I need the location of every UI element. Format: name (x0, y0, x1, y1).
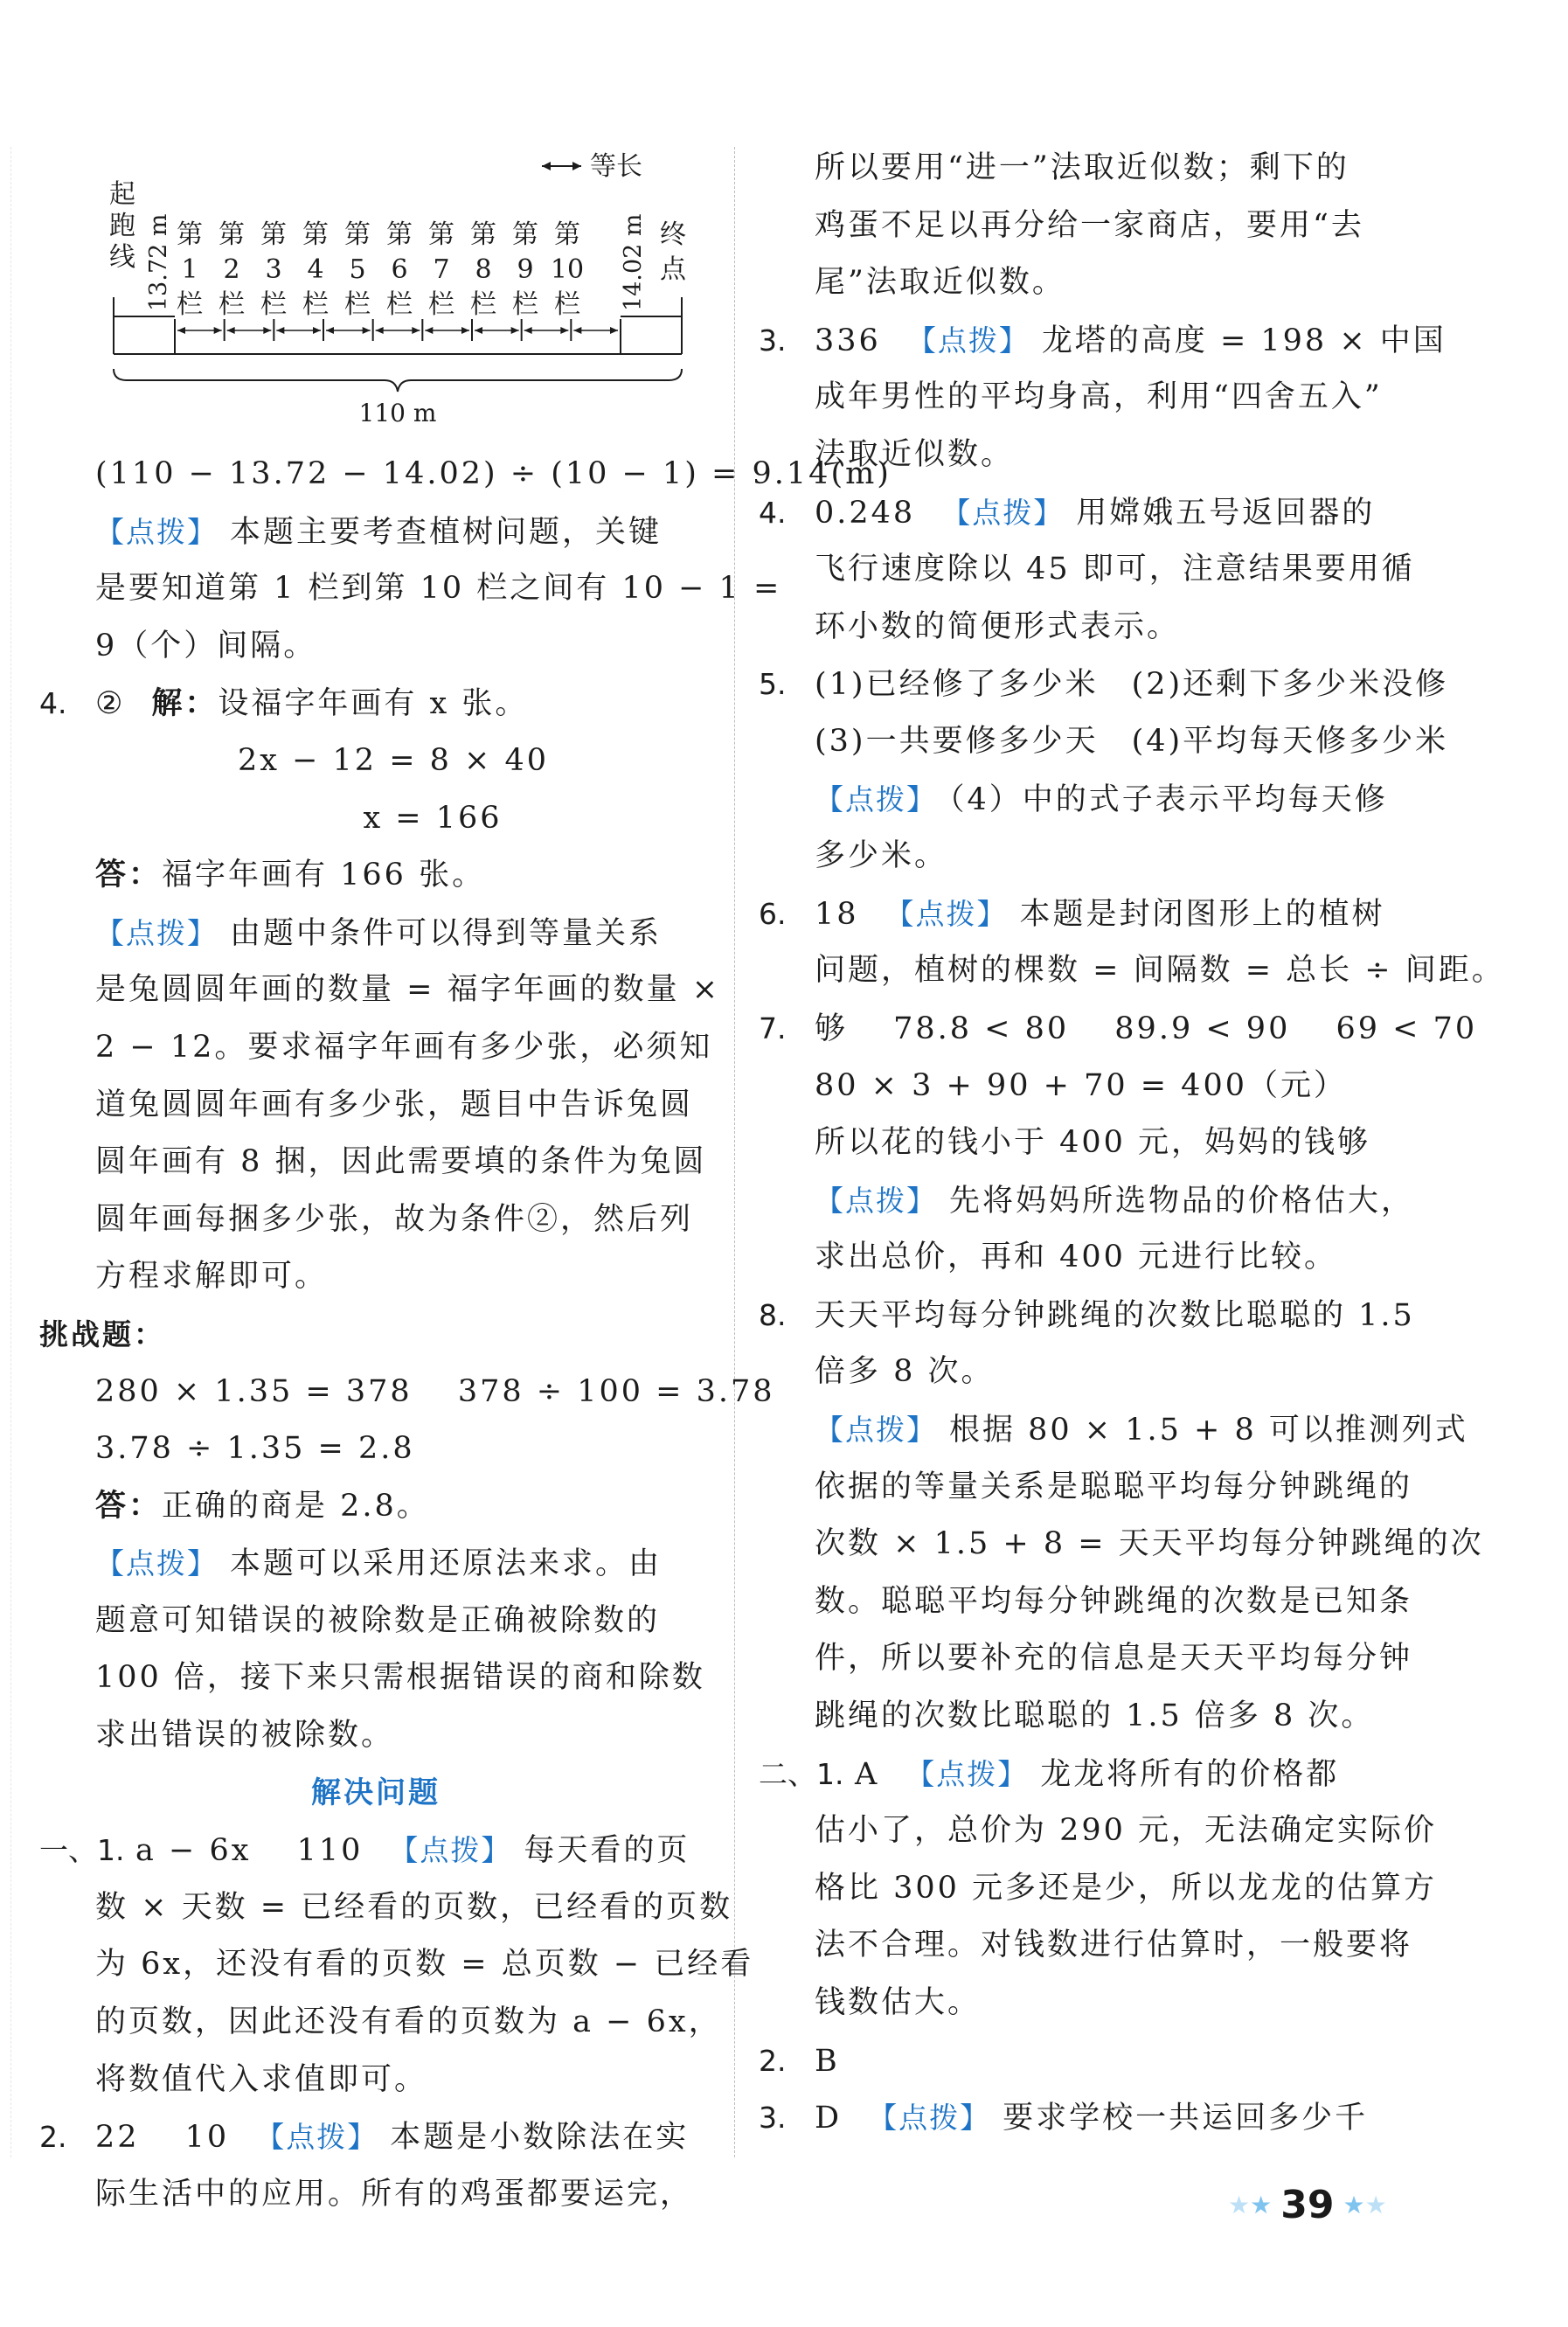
hurdle-8-num: 8 (475, 254, 492, 285)
hurdle-4 (302, 219, 329, 320)
s2-tip-line-2: 际生活中的应用。所有的鸡蛋都要运完， (95, 2176, 694, 2212)
hurdle-5-ord: 第 (344, 219, 371, 250)
challenge-tip-line-2: 题意可知错误的被除数是正确被除数的 (95, 1602, 661, 1638)
tip-tag: 【点拨】 (885, 896, 1008, 931)
q4-right-tip-text-1: 用嫦娥五号返回器的 (1076, 495, 1376, 531)
star-icon: ★ (1343, 2190, 1365, 2219)
q3-tip-line-2: 是要知道第 1 栏到第 10 栏之间有 10 − 1 = (95, 571, 782, 607)
star-icon: ★ (1364, 2190, 1387, 2219)
tip-tag: 【点拨】 (95, 514, 218, 549)
q3-tip-text-1: 龙塔的高度 = 198 × 中国 (1041, 323, 1447, 358)
tip-tag: 【点拨】 (95, 1546, 218, 1581)
q4-right-line (759, 484, 1432, 542)
s1-number: 一、1. (39, 1833, 125, 1868)
s2-number: 2. (39, 2120, 67, 2155)
hurdle-8 (470, 219, 496, 320)
q4-text: 设福字年画有 x 张。 (218, 686, 529, 722)
q3-line (759, 312, 1447, 370)
tip-tag: 【点拨】 (255, 2120, 378, 2155)
s1-tip-line-2: 数 × 天数 = 已经看的页数，已经看的页数 (95, 1889, 733, 1925)
continued-line-2: 鸡蛋不足以再分给一家商店，要用“去 (815, 207, 1364, 243)
right-column (759, 140, 1505, 2147)
q7-text-1: 够 78.8 < 80 89.9 < 90 69 < 70 (815, 1011, 1478, 1046)
q4-right-tip-line-2: 飞行速度除以 45 即可，注意结果要用循 (815, 552, 1415, 587)
tip-tag: 【点拨】 (95, 915, 218, 950)
start-label-2: 跑 (109, 211, 135, 241)
p2-3-tip-text: 要求学校一共运回多少千 (1003, 2101, 1369, 2136)
challenge-tip-line-4: 求出错误的被除数。 (95, 1718, 395, 1754)
hurdle-7 (428, 219, 454, 320)
p2-2-number: 2. (759, 2043, 787, 2078)
end-label-2: 点 (660, 254, 686, 285)
hurdle-3 (260, 219, 287, 320)
p2-3-line (759, 2089, 1432, 2147)
q6-answer: 18 (815, 896, 859, 932)
interval-arrow (376, 327, 420, 334)
interval-arrows (175, 319, 621, 341)
hurdle-2-num: 2 (223, 254, 240, 285)
p2-1-tip-line-4: 法不合理。对钱数进行估算时，一般要将 (815, 1928, 1413, 1963)
interval-arrow (425, 327, 469, 334)
hurdle-6 (386, 219, 413, 320)
challenge-answer: 正确的商是 2.8。 (162, 1488, 430, 1524)
q4-answer-line (39, 847, 712, 905)
hurdle-4-unit: 栏 (302, 289, 329, 320)
hurdle-6-ord: 第 (386, 219, 413, 250)
q8-tip-line-3: 次数 × 1.5 + 8 = 天天平均每分钟跳绳的次 (815, 1526, 1484, 1562)
p2-2-line (759, 2032, 1432, 2090)
challenge-title: 挑战题： (39, 1316, 165, 1351)
q4-equation-1: 2x − 12 = 8 × 40 (237, 742, 550, 778)
tip-tag: 【点拨】 (815, 781, 937, 816)
q5-tip-text-1: （4）中的式子表示平均每天修 (949, 781, 1388, 817)
q3-tip-text-1: 本题主要考查植树问题，关键 (230, 514, 663, 550)
hurdle-9 (512, 219, 538, 320)
hurdle-4-ord: 第 (302, 219, 329, 250)
q7-tip-text-1: 先将妈妈所选物品的价格估大， (949, 1183, 1415, 1219)
q4-tip-line-5: 圆年画有 8 捆，因此需要填的条件为兔圆 (95, 1144, 707, 1180)
interval-arrow (475, 327, 519, 334)
total-brace (114, 369, 682, 392)
p2-2-answer: B (815, 2043, 840, 2079)
q8-tip-line-2: 依据的等量关系是聪聪平均每分钟跳绳的 (815, 1469, 1413, 1504)
q6-line (759, 886, 1432, 943)
star-icon: ★ (1250, 2190, 1273, 2219)
hurdle-10-unit: 栏 (554, 289, 580, 320)
challenge-equation-1: 280 × 1.35 = 378 378 ÷ 100 = 3.78 (95, 1373, 775, 1409)
equal-length-label: 等长 (590, 151, 642, 182)
s1-tip-line-3: 为 6x，还没有看的页数 = 总页数 − 已经看 (95, 1947, 754, 1983)
hurdle-5-num: 5 (349, 254, 366, 285)
q3-tip-line-3: 法取近似数。 (815, 436, 1015, 472)
s1-tip-line-4: 的页数，因此还没有看的页数为 a − 6x， (95, 2004, 722, 2040)
interval-arrow (276, 327, 321, 334)
q3-tip-line-3: 9（个）间隔。 (95, 628, 317, 663)
interval-arrow (326, 327, 371, 334)
hurdle-6-num: 6 (391, 254, 408, 285)
end-distance-label: 14.02 m (620, 213, 647, 311)
p2-1-tip-text-1: 龙龙将所有的价格都 (1040, 1756, 1340, 1792)
page-number-text: 39 (1280, 2182, 1335, 2227)
hurdle-2-ord: 第 (219, 219, 245, 250)
hurdle-9-ord: 第 (512, 219, 538, 250)
s1-tip-line-5: 将数值代入求值即可。 (95, 2061, 428, 2097)
q3-answer: 336 (815, 323, 881, 358)
q8-number: 8. (759, 1297, 787, 1332)
q6-tip-line-2: 问题，植树的棵数 = 间隔数 = 总长 ÷ 间距。 (815, 953, 1505, 989)
q5-tip-line-1 (759, 771, 1432, 829)
tip-tag: 【点拨】 (815, 1183, 937, 1218)
q7-line-2: 80 × 3 + 90 + 70 = 400（元） (815, 1067, 1347, 1103)
q8-tip-line-4: 数。聪聪平均每分钟跳绳的次数是已知条 (815, 1583, 1413, 1619)
tip-tag: 【点拨】 (941, 495, 1065, 530)
hurdle-2 (219, 219, 245, 320)
start-label-1: 起 (109, 179, 135, 210)
answer-label: 答： (95, 1488, 163, 1524)
q7-tip-line-1 (759, 1172, 1432, 1230)
end-label-1: 终 (660, 219, 686, 250)
p2-1-line (759, 1746, 1432, 1803)
q6-number: 6. (759, 896, 787, 931)
challenge-tip-line-3: 100 倍，接下来只需根据错误的商和除数 (95, 1660, 705, 1696)
p2-1-number: 二、1. (759, 1756, 844, 1791)
hurdle-3-num: 3 (265, 254, 282, 285)
p2-3-number: 3. (759, 2101, 787, 2136)
s2-line (39, 2108, 712, 2166)
q5-line-1 (759, 656, 1449, 713)
q3-tip-line-2: 成年男性的平均身高，利用“四舍五入” (815, 379, 1383, 415)
q6-tip-text-1: 本题是封闭图形上的植树 (1019, 896, 1385, 932)
hurdle-10-num: 10 (550, 254, 585, 285)
page-number (1228, 2178, 1387, 2231)
q5-text-1: (1)已经修了多少米 (2)还剩下多少米没修 (815, 667, 1449, 703)
answer-label: 答： (95, 858, 163, 893)
q4-right-answer: 0.248 (815, 495, 916, 531)
s1-line (39, 1822, 712, 1879)
p2-1-tip-line-3: 格比 300 元多还是少，所以龙龙的估算方 (815, 1870, 1438, 1906)
interval-arrow (524, 327, 569, 334)
section-title: 解决问题 (311, 1775, 441, 1810)
q4-answer: 福字年画有 166 张。 (162, 858, 486, 893)
challenge-answer-line (39, 1478, 712, 1536)
hurdle-1-num: 1 (181, 254, 198, 285)
q3-tip-line-1 (39, 504, 712, 561)
p2-1-answer: A (855, 1756, 880, 1792)
q8-line-2: 倍多 8 次。 (815, 1354, 995, 1390)
s1-answer: a − 6x 110 (135, 1833, 364, 1869)
q7-tip-line-2: 求出总价，再和 400 元进行比较。 (815, 1240, 1338, 1275)
hurdle-10-ord: 第 (554, 219, 580, 250)
equal-length-legend (542, 151, 642, 182)
q4-tip-line-2: 是兔圆圆年画的数量 = 福字年画的数量 × (95, 972, 721, 1008)
q4-tip-line-7: 方程求解即可。 (95, 1259, 329, 1295)
star-icon: ★ (1228, 2190, 1251, 2219)
start-distance-label: 13.72 m (145, 213, 172, 311)
hurdle-2-unit: 栏 (219, 289, 245, 320)
start-label-3: 线 (109, 242, 135, 273)
hurdle-1 (177, 219, 203, 320)
q7-line-1 (759, 1000, 1478, 1058)
hurdle-6-unit: 栏 (386, 289, 413, 320)
p2-1-tip-line-2: 估小了，总价为 290 元，无法确定实际价 (815, 1813, 1438, 1849)
q4-tip-text-1: 由题中条件可以得到等量关系 (230, 915, 663, 951)
q4-equation-2: x = 166 (363, 800, 503, 836)
hurdle-7-num: 7 (433, 254, 450, 285)
q8-tip-line-5: 件，所以要补充的信息是天天平均每分钟 (815, 1641, 1413, 1677)
hurdle-8-ord: 第 (470, 219, 496, 250)
s2-answer: 22 10 (95, 2120, 230, 2156)
q8-tip-line-1 (759, 1401, 1468, 1459)
q7-line-3: 所以花的钱小于 400 元，妈妈的钱够 (815, 1125, 1371, 1161)
tip-tag: 【点拨】 (815, 1413, 937, 1448)
left-margin-line (10, 147, 11, 2157)
q4-number: 4. (39, 686, 67, 721)
hurdle-8-unit: 栏 (470, 289, 496, 320)
q5-line-2: (3)一共要修多少天 (4)平均每天修多少米 (815, 723, 1449, 759)
interval-arrow (573, 327, 618, 334)
hurdle-7-ord: 第 (428, 219, 454, 250)
q4-tip-line-1 (39, 905, 712, 962)
q8-tip-line-6: 跳绳的次数比聪聪的 1.5 倍多 8 次。 (815, 1698, 1375, 1734)
hurdle-9-unit: 栏 (512, 289, 538, 320)
q4-right-number: 4. (759, 495, 787, 530)
interval-arrow (227, 327, 272, 334)
s2-tip-text-1: 本题是小数除法在实 (390, 2120, 690, 2156)
hurdle-labels (177, 219, 584, 320)
q8-tip-text-1: 根据 80 × 1.5 + 8 可以推测列式 (949, 1413, 1468, 1448)
q4-right-tip-line-3: 环小数的简便形式表示。 (815, 608, 1181, 644)
challenge-tip-text-1: 本题可以采用还原法来求。由 (230, 1546, 663, 1582)
q5-number: 5. (759, 667, 787, 702)
p2-1-tip-line-5: 钱数估大。 (815, 1985, 982, 2020)
hurdle-5-unit: 栏 (344, 289, 371, 320)
continued-line-3: 尾”法取近似数。 (815, 265, 1065, 301)
q4-line (39, 675, 712, 733)
hurdle-7-unit: 栏 (428, 289, 454, 320)
p2-3-answer: D (815, 2101, 843, 2136)
tip-tag: 【点拨】 (389, 1833, 512, 1868)
hurdle-9-num: 9 (517, 254, 534, 285)
hurdle-3-ord: 第 (260, 219, 287, 250)
tip-tag: 【点拨】 (905, 1756, 1029, 1791)
tip-tag: 【点拨】 (868, 2101, 991, 2136)
hurdle-4-num: 4 (307, 254, 324, 285)
challenge-tip-line-1 (39, 1535, 712, 1593)
formula-line: (110 − 13.72 − 14.02) ÷ (10 − 1) = 9.14(m) (95, 456, 892, 491)
interval-arrow (177, 327, 222, 334)
hurdle-diagram (39, 140, 712, 446)
q4-solve-label: 解： (151, 686, 219, 722)
total-length-label: 110 m (358, 399, 437, 427)
hurdle-10 (551, 219, 584, 320)
q8-text-1: 天天平均每分钟跳绳的次数比聪聪的 1.5 (815, 1297, 1415, 1333)
q8-line-1 (759, 1287, 1432, 1344)
q4-tip-line-3: 2 − 12。要求福字年画有多少张，必须知 (95, 1029, 713, 1065)
s1-tip-text-1: 每天看的页 (524, 1833, 690, 1869)
q5-tip-line-2: 多少米。 (815, 838, 948, 874)
continued-line-1: 所以要用“进一”法取近似数；剩下的 (815, 150, 1349, 185)
challenge-equation-2: 3.78 ÷ 1.35 = 2.8 (95, 1431, 415, 1467)
q4-choice: ② (95, 686, 126, 722)
q4-tip-line-4: 道兔圆圆年画有多少张，题目中告诉兔圆 (95, 1087, 694, 1122)
tip-tag: 【点拨】 (906, 323, 1030, 358)
hurdle-1-unit: 栏 (177, 289, 203, 320)
hurdle-diagram-svg (39, 140, 712, 446)
q3-number: 3. (759, 323, 787, 358)
q4-tip-line-6: 圆年画每捆多少张，故为条件②，然后列 (95, 1201, 694, 1237)
hurdle-5 (344, 219, 371, 320)
hurdle-1-ord: 第 (177, 219, 203, 250)
hurdle-3-unit: 栏 (260, 289, 287, 320)
q7-number: 7. (759, 1011, 787, 1045)
